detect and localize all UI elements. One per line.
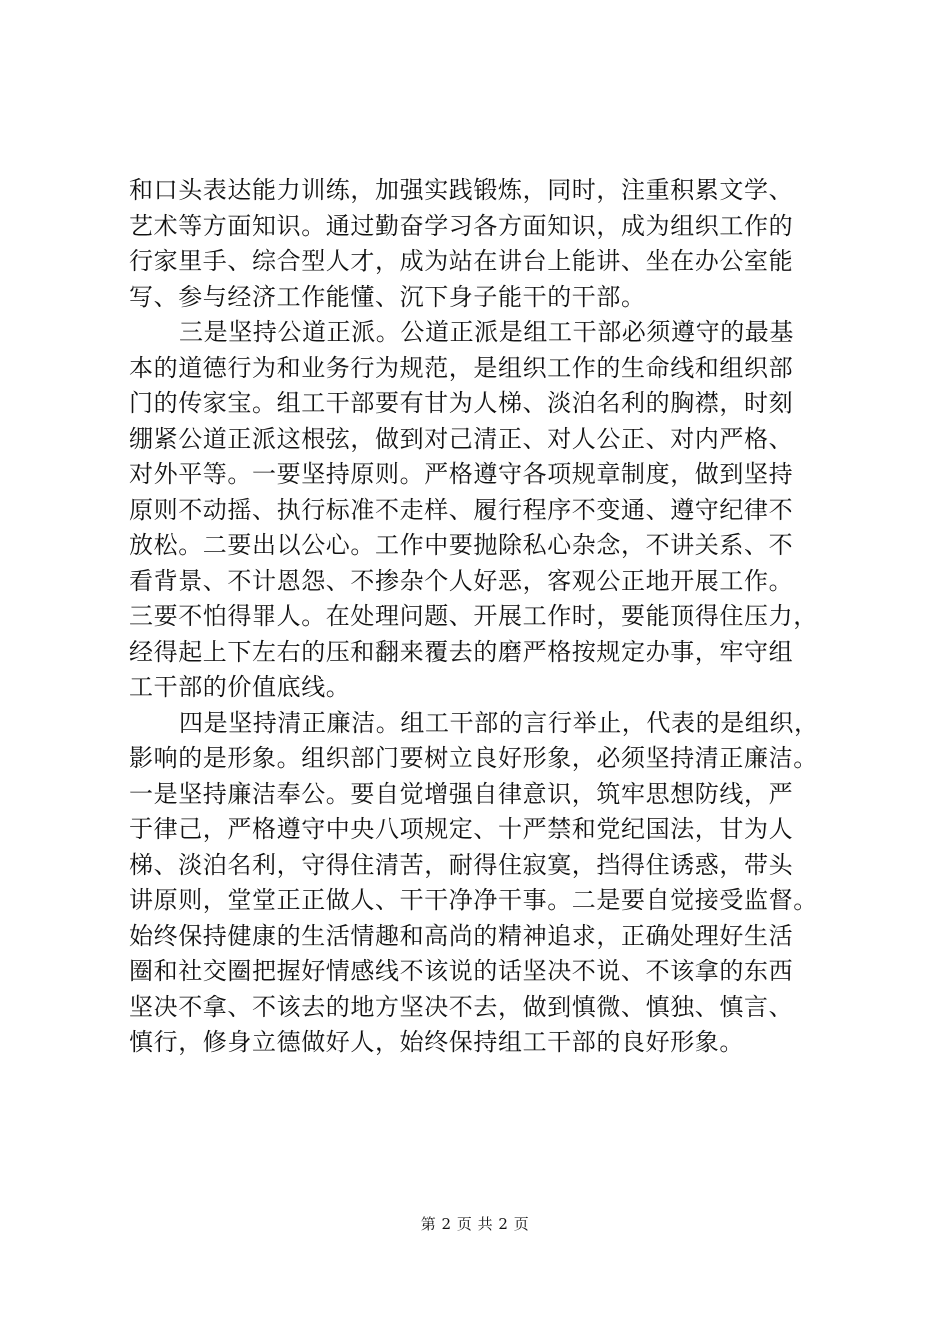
text-line: 绷紧公道正派这根弦，做到对己清正、对人公正、对内严格、 xyxy=(129,424,794,453)
paragraph-first-line: 四是坚持清正廉洁。组工干部的言行举止，代表的是组织， xyxy=(179,708,819,737)
text-line: 看背景、不计恩怨、不掺杂个人好恶，客观公正地开展工作。 xyxy=(129,566,794,595)
paragraph-first-line: 三是坚持公道正派。公道正派是组工干部必须遵守的最基 xyxy=(179,318,794,346)
text-line: 于律己，严格遵守中央八项规定、十严禁和党纪国法，甘为人 xyxy=(129,815,794,843)
text-line: 慎行，修身立德做好人，始终保持组工干部的良好形象。 xyxy=(129,1028,744,1056)
text-line: 经得起上下左右的压和翻来覆去的磨严格按规定办事，牢守组 xyxy=(129,637,794,666)
text-line: 讲原则，堂堂正正做人、干干净净干事。二是要自觉接受监督。 xyxy=(129,886,818,914)
text-line: 和口头表达能力训练，加强实践锻炼，同时，注重积累文学、 xyxy=(129,176,794,204)
text-line: 本的道德行为和业务行为规范，是组织工作的生命线和组织部 xyxy=(129,353,794,382)
text-line: 原则不动摇、执行标准不走样、履行程序不变通、遵守纪律不 xyxy=(129,495,794,524)
text-line: 放松。二要出以公心。工作中要抛除私心杂念，不讲关系、不 xyxy=(129,531,794,559)
text-line: 梯、淡泊名利，守得住清苦，耐得住寂寞，挡得住诱惑，带头 xyxy=(129,850,794,879)
text-line: 对外平等。一要坚持原则。严格遵守各项规章制度，做到坚持 xyxy=(129,460,794,488)
text-line: 一是坚持廉洁奉公。要自觉增强自律意识，筑牢思想防线，严 xyxy=(129,779,794,808)
text-line: 三要不怕得罪人。在处理问题、开展工作时，要能顶得住压力， xyxy=(129,602,818,630)
text-line: 艺术等方面知识。通过勤奋学习各方面知识，成为组织工作的 xyxy=(129,211,794,240)
text-line: 行家里手、综合型人才，成为站在讲台上能讲、坐在办公室能 xyxy=(129,247,794,275)
document-body xyxy=(129,173,849,1061)
text-line: 坚决不拿、不该去的地方坚决不去，做到慎微、慎独、慎言、 xyxy=(129,992,794,1021)
text-line: 圈和社交圈把握好情感线不该说的话坚决不说、不该拿的东西 xyxy=(129,957,794,985)
text-line: 始终保持健康的生活情趣和高尚的精神追求，正确处理好生活 xyxy=(129,921,794,950)
text-line: 影响的是形象。组织部门要树立良好形象，必须坚持清正廉洁。 xyxy=(129,744,818,772)
text-line: 写、参与经济工作能懂、沉下身子能干的干部。 xyxy=(129,282,646,311)
text-line: 工干部的价值底线。 xyxy=(129,673,351,701)
page-footer: 第 2 页 共 2 页 xyxy=(420,1215,530,1233)
text-line: 门的传家宝。组工干部要有甘为人梯、淡泊名利的胸襟，时刻 xyxy=(129,389,794,417)
